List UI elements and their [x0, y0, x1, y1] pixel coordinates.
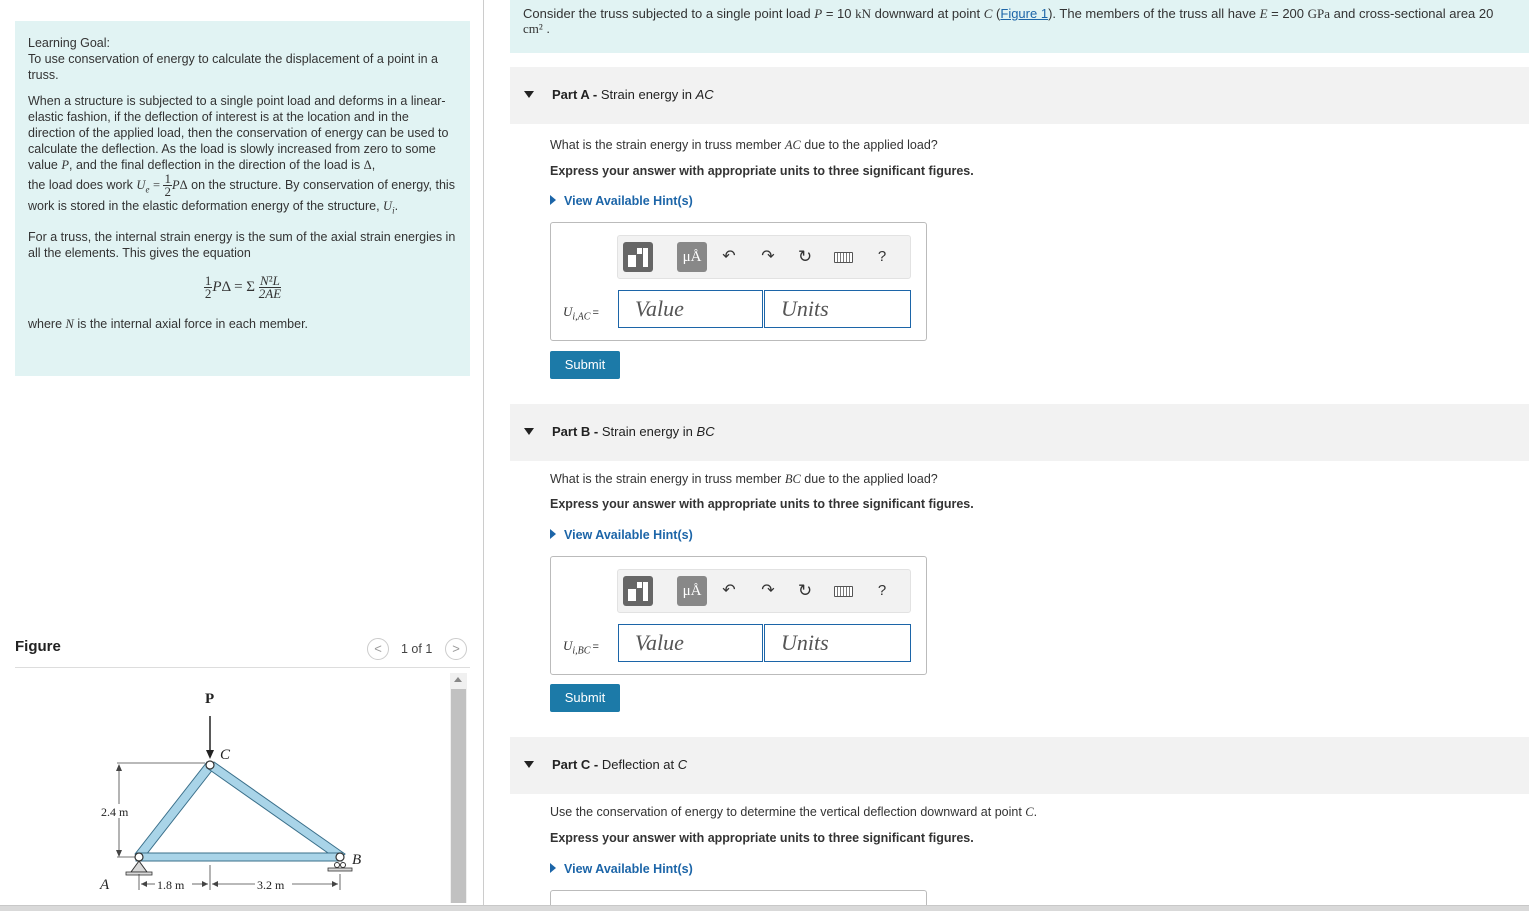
learning-goal-box	[15, 21, 470, 376]
units-input[interactable]: Units	[764, 290, 911, 328]
collapse-caret-icon[interactable]	[524, 761, 534, 768]
learning-goal-heading: Learning Goal:	[28, 36, 111, 50]
truss-paragraph: For a truss, the internal strain energy is the sum of the axial strain energies in all the elements. This gives the equation	[28, 229, 456, 260]
value-input[interactable]: Value	[618, 624, 763, 662]
scroll-up-arrow-icon[interactable]	[454, 677, 462, 682]
left-panel	[0, 0, 484, 911]
next-figure-button[interactable]: >	[445, 638, 467, 660]
energy-equation: $\frac{1}{2}$ PΔ = Σ $\frac{\text{N²L}}{2AE}$	[204, 272, 282, 301]
figure-header	[15, 630, 470, 668]
part-b-hint-link[interactable]: View Available Hint(s)	[550, 528, 693, 542]
part-c-header[interactable]: Part C - Deflection at C	[510, 737, 1529, 794]
node-b-label: B	[352, 852, 362, 868]
part-a-hint-link[interactable]: View Available Hint(s)	[550, 194, 693, 208]
reset-icon[interactable]: ↻	[797, 247, 813, 266]
figure-scrollbar[interactable]	[450, 673, 467, 903]
node-c-label: C	[220, 747, 231, 763]
units-symbol-button[interactable]: μÅ	[677, 242, 707, 272]
support-b-base	[328, 868, 352, 871]
help-button[interactable]: ?	[877, 248, 887, 265]
part-c-question: Use the conservation of energy to determine the vertical deflection downward at point C.	[550, 805, 1038, 819]
units-symbol-button[interactable]: μÅ	[677, 576, 707, 606]
dim2-arrow-right	[332, 881, 338, 887]
redo-icon[interactable]: ↷	[761, 248, 775, 265]
part-b-question: What is the strain energy in truss member BC due to the applied load?	[550, 472, 938, 486]
load-label: P	[205, 691, 215, 707]
help-button[interactable]: ?	[877, 582, 887, 599]
dim2-arrow-left	[212, 881, 218, 887]
right-panel	[510, 0, 1529, 911]
expand-caret-icon	[550, 863, 556, 873]
prev-figure-button[interactable]: <	[367, 638, 389, 660]
height-label: 2.4 m	[101, 805, 129, 819]
part-b-instruction: Express your answer with appropriate units to three significant figures.	[550, 497, 974, 511]
units-input[interactable]: Units	[764, 624, 911, 662]
energy-paragraph: When a structure is subjected to a single point load and deforms in a linear-elastic fashion, if the deflection of interest is at the location and in the direction of the applied load, then the conservation of energy can be used to calculate the deflection. As the load is slowly increased from zero to some value P, and the final deflection in the direction of the load is Δ, the load does work $U_e$ = $\frac{1}{2}$ PΔ on the structure. By conservation of energy, this work is stored in the elastic deformation energy of the structure, $U_i$.	[28, 94, 455, 216]
answer-label: $U_{i,BC}$ =	[563, 638, 599, 657]
height-arrow-bottom	[116, 850, 122, 857]
member-ab	[136, 853, 342, 861]
member-ac	[135, 762, 214, 860]
dim1-arrow-right	[202, 881, 208, 887]
undo-icon[interactable]: ↶	[722, 582, 736, 599]
scroll-thumb[interactable]	[451, 689, 466, 903]
load-arrow-head	[206, 750, 214, 759]
math-toolbar	[617, 569, 911, 613]
collapse-caret-icon[interactable]	[524, 91, 534, 98]
part-a-answer-box	[550, 222, 927, 341]
part-c-instruction: Express your answer with appropriate units to three significant figures.	[550, 831, 974, 845]
where-paragraph: where N is the internal axial force in each member.	[28, 316, 309, 331]
height-arrow-top	[116, 764, 122, 771]
pin-b	[336, 853, 344, 861]
math-toolbar	[617, 235, 911, 279]
figure-pager: 1 of 1	[401, 642, 433, 656]
support-a	[131, 861, 147, 872]
truss-figure	[15, 670, 470, 911]
expand-caret-icon	[550, 529, 556, 539]
pin-a	[135, 853, 143, 861]
roller-b-1	[335, 863, 340, 868]
templates-button[interactable]	[623, 242, 653, 272]
part-a-question: What is the strain energy in truss member AC due to the applied load?	[550, 138, 938, 152]
expand-caret-icon	[550, 195, 556, 205]
dim2-label: 3.2 m	[257, 878, 285, 892]
part-b-submit-button[interactable]: Submit	[550, 684, 620, 712]
half-fraction: $\frac{1}{2}$	[164, 171, 171, 199]
reset-icon[interactable]: ↻	[797, 581, 813, 600]
figure-title: Figure	[15, 638, 61, 655]
answer-label: $U_{i,AC}$ =	[563, 304, 599, 323]
collapse-caret-icon[interactable]	[524, 428, 534, 435]
part-b-header[interactable]: Part B - Strain energy in BC	[510, 404, 1529, 461]
horizontal-scrollbar[interactable]	[0, 905, 1529, 911]
pin-c	[206, 761, 214, 769]
templates-button[interactable]	[623, 576, 653, 606]
redo-icon[interactable]: ↷	[761, 582, 775, 599]
part-a-header[interactable]: Part A - Strain energy in AC	[510, 67, 1529, 124]
part-b-answer-box	[550, 556, 927, 675]
undo-icon[interactable]: ↶	[722, 248, 736, 265]
problem-statement: Consider the truss subjected to a single point load P = 10 kN downward at point C (Figure 1). The members of the truss all have E = 200 GPa and cross-sectional area 20 cm² .	[510, 0, 1529, 53]
node-a-label: A	[100, 877, 110, 893]
part-a-submit-button[interactable]: Submit	[550, 351, 620, 379]
learning-goal-text: To use conservation of energy to calculate the displacement of a point in a truss.	[28, 52, 438, 82]
value-input[interactable]: Value	[618, 290, 763, 328]
member-bc	[207, 762, 345, 860]
figure-link[interactable]: Figure 1	[1000, 6, 1049, 21]
part-a-instruction: Express your answer with appropriate units to three significant figures.	[550, 164, 974, 178]
dim1-label: 1.8 m	[157, 878, 185, 892]
roller-b-2	[341, 863, 346, 868]
part-c-hint-link[interactable]: View Available Hint(s)	[550, 862, 693, 876]
dim1-arrow-left	[141, 881, 147, 887]
truss-diagram	[15, 670, 455, 911]
